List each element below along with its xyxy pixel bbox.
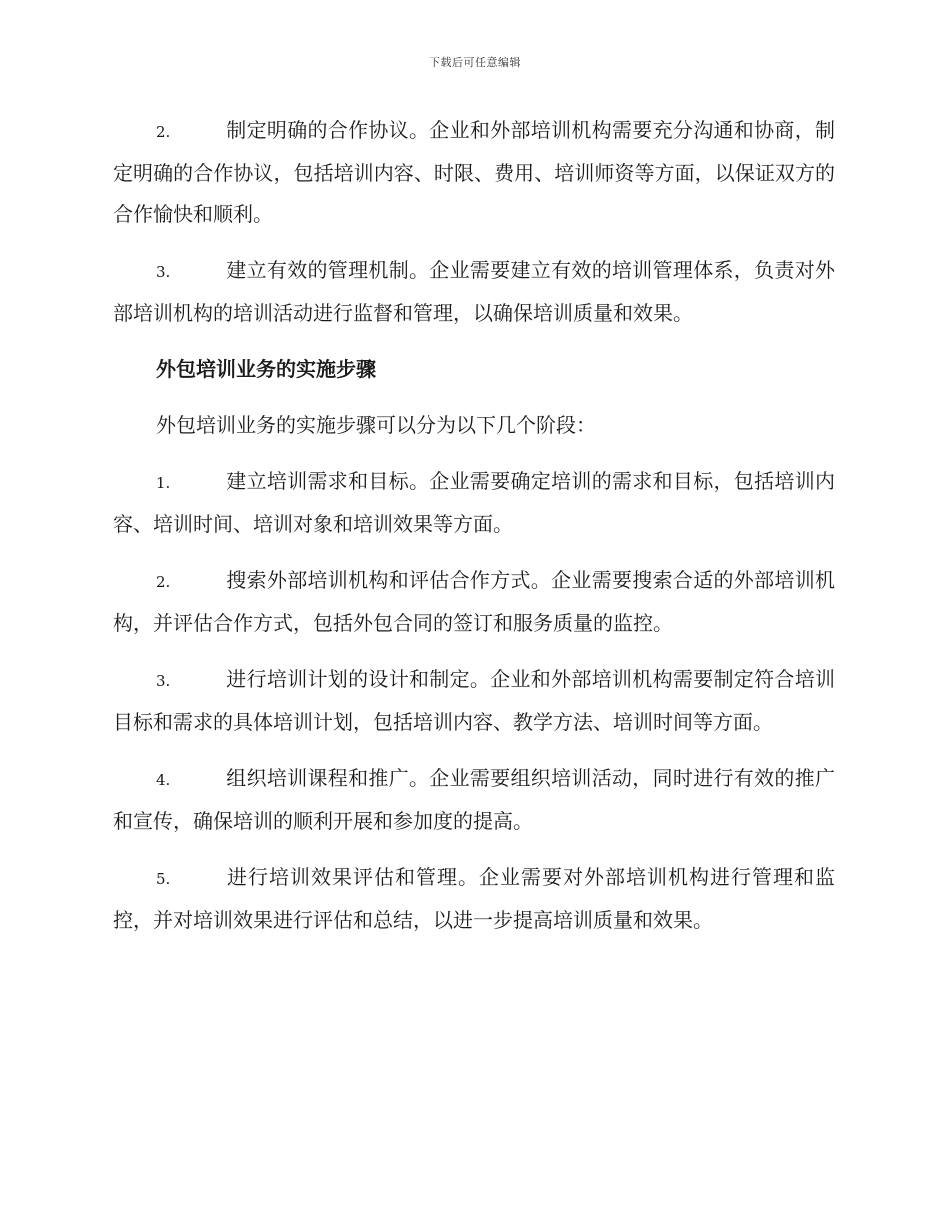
list-item-text: 组织培训课程和推广。企业需要组织培训活动，同时进行有效的推广和宣传，确保培训的顺利开展和参加度的提高。 [113, 766, 835, 833]
list-item [113, 659, 835, 743]
page-header: 下载后可任意编辑 [429, 56, 521, 69]
list-item [113, 250, 835, 334]
list-item [113, 857, 835, 941]
list-item-text: 制定明确的合作协议。企业和外部培训机构需要充分沟通和协商，制定明确的合作协议，包括培训内容、时限、费用、培训师资等方面，以保证双方的合作愉快和顺利。 [113, 118, 835, 226]
list-item-number: 4. [156, 771, 171, 789]
list-item-number: 2. [156, 123, 171, 141]
list-item-text: 进行培训效果评估和管理。企业需要对外部培训机构进行管理和监控，并对培训效果进行评估和总结，以进一步提高培训质量和效果。 [113, 865, 835, 932]
list-item-number: 3. [156, 672, 171, 690]
list-item-number: 2. [156, 573, 171, 591]
list-item-text: 进行培训计划的设计和制定。企业和外部培训机构需要制定符合培训目标和需求的具体培训计划，包括培训内容、教学方法、培训时间等方面。 [113, 667, 835, 734]
list-item [113, 560, 835, 644]
list-item [113, 758, 835, 842]
list-item [113, 110, 835, 235]
document-body [113, 110, 835, 956]
list-item-number: 5. [156, 870, 171, 888]
list-item-number: 1. [156, 474, 171, 492]
list-item-text: 建立培训需求和目标。企业需要确定培训的需求和目标，包括培训内容、培训时间、培训对象和培训效果等方面。 [113, 469, 835, 536]
list-item-text: 搜索外部培训机构和评估合作方式。企业需要搜索合适的外部培训机构，并评估合作方式，包括外包合同的签订和服务质量的监控。 [113, 568, 835, 635]
section-intro: 外包培训业务的实施步骤可以分为以下几个阶段： [156, 413, 596, 437]
list-item-text: 建立有效的管理机制。企业需要建立有效的培训管理体系，负责对外部培训机构的培训活动进行监督和管理，以确保培训质量和效果。 [113, 258, 835, 325]
list-item-number: 3. [156, 263, 171, 281]
list-item [113, 461, 835, 545]
section-heading: 外包培训业务的实施步骤 [156, 357, 376, 381]
